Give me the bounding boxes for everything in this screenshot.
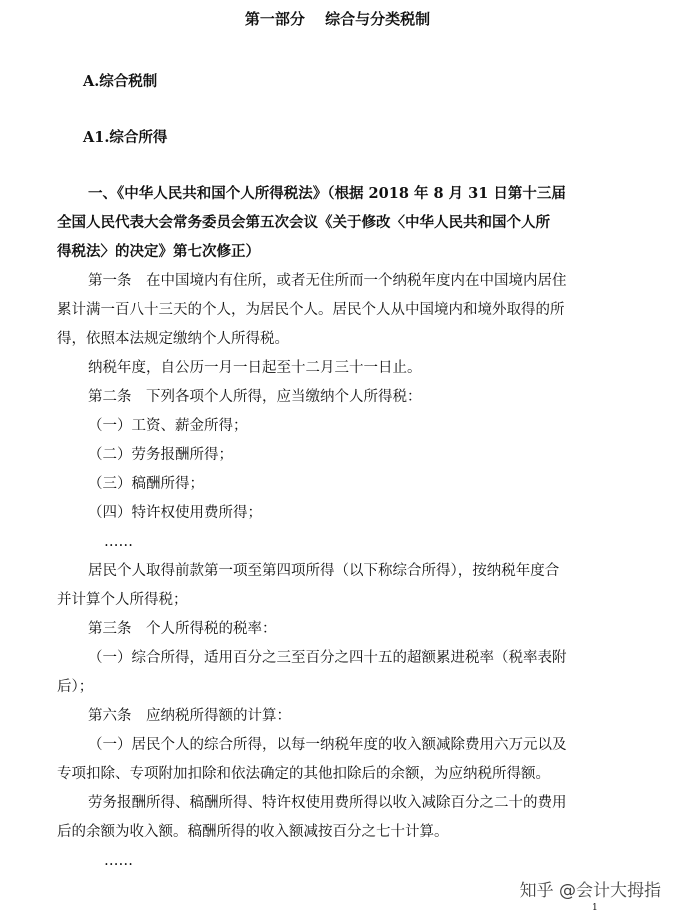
body-line: 后的余额为收入额。稿酬所得的收入额减按百分之七十计算。 bbox=[57, 824, 449, 840]
body-line: 第三条 个人所得税的税率： bbox=[88, 621, 277, 637]
body-line: （三）稿酬所得； bbox=[88, 476, 204, 492]
ellipsis: …… bbox=[104, 534, 133, 550]
body-line: 得，依照本法规定缴纳个人所得税。 bbox=[57, 331, 289, 347]
body-line: （一）综合所得，适用百分之三至百分之四十五的超额累进税率（税率表附 bbox=[88, 650, 567, 666]
page-number: 1 bbox=[592, 903, 598, 913]
body-line: （一）工资、薪金所得； bbox=[88, 418, 248, 434]
law-heading-line: 一、《中华人民共和国个人所得税法》（根据 2018 年 8 月 31 日第十三届 bbox=[88, 185, 566, 202]
body-line: 纳税年度，自公历一月一日起至十二月三十一日止。 bbox=[88, 360, 422, 376]
body-line: 后）； bbox=[57, 679, 94, 695]
body-line: 居民个人取得前款第一项至第四项所得（以下称综合所得），按纳税年度合 bbox=[88, 563, 560, 579]
body-line: 并计算个人所得税； bbox=[57, 592, 188, 608]
body-line: 劳务报酬所得、稿酬所得、特许权使用费所得以收入减除百分之二十的费用 bbox=[88, 795, 567, 811]
watermark: 知乎 @会计大拇指 bbox=[519, 881, 661, 901]
body-line: 第六条 应纳税所得额的计算： bbox=[88, 708, 291, 724]
law-heading-line: 得税法〉的决定》第七次修正） bbox=[57, 243, 260, 260]
body-line: （四）特许权使用费所得； bbox=[88, 505, 262, 521]
body-line: （二）劳务报酬所得； bbox=[88, 447, 233, 463]
body-line: 第一条 在中国境内有住所，或者无住所而一个纳税年度内在中国境内居住 bbox=[88, 273, 567, 289]
body-line: 累计满一百八十三天的个人，为居民个人。居民个人从中国境内和境外取得的所 bbox=[57, 302, 565, 318]
ellipsis: …… bbox=[104, 853, 133, 869]
body-line: 第二条 下列各项个人所得，应当缴纳个人所得税： bbox=[88, 389, 422, 405]
section-heading-a: A.综合税制 bbox=[83, 73, 158, 90]
body-line: 专项扣除、专项附加扣除和依法确定的其他扣除后的余额，为应纳税所得额。 bbox=[57, 766, 550, 782]
body-line: （一）居民个人的综合所得，以每一纳税年度的收入额减除费用六万元以及 bbox=[88, 737, 567, 753]
section-heading-a1: A1.综合所得 bbox=[83, 129, 168, 146]
page-title: 第一部分 综合与分类税制 bbox=[244, 10, 431, 28]
law-heading-line: 全国人民代表大会常务委员会第五次会议《关于修改〈中华人民共和国个人所 bbox=[57, 214, 550, 231]
